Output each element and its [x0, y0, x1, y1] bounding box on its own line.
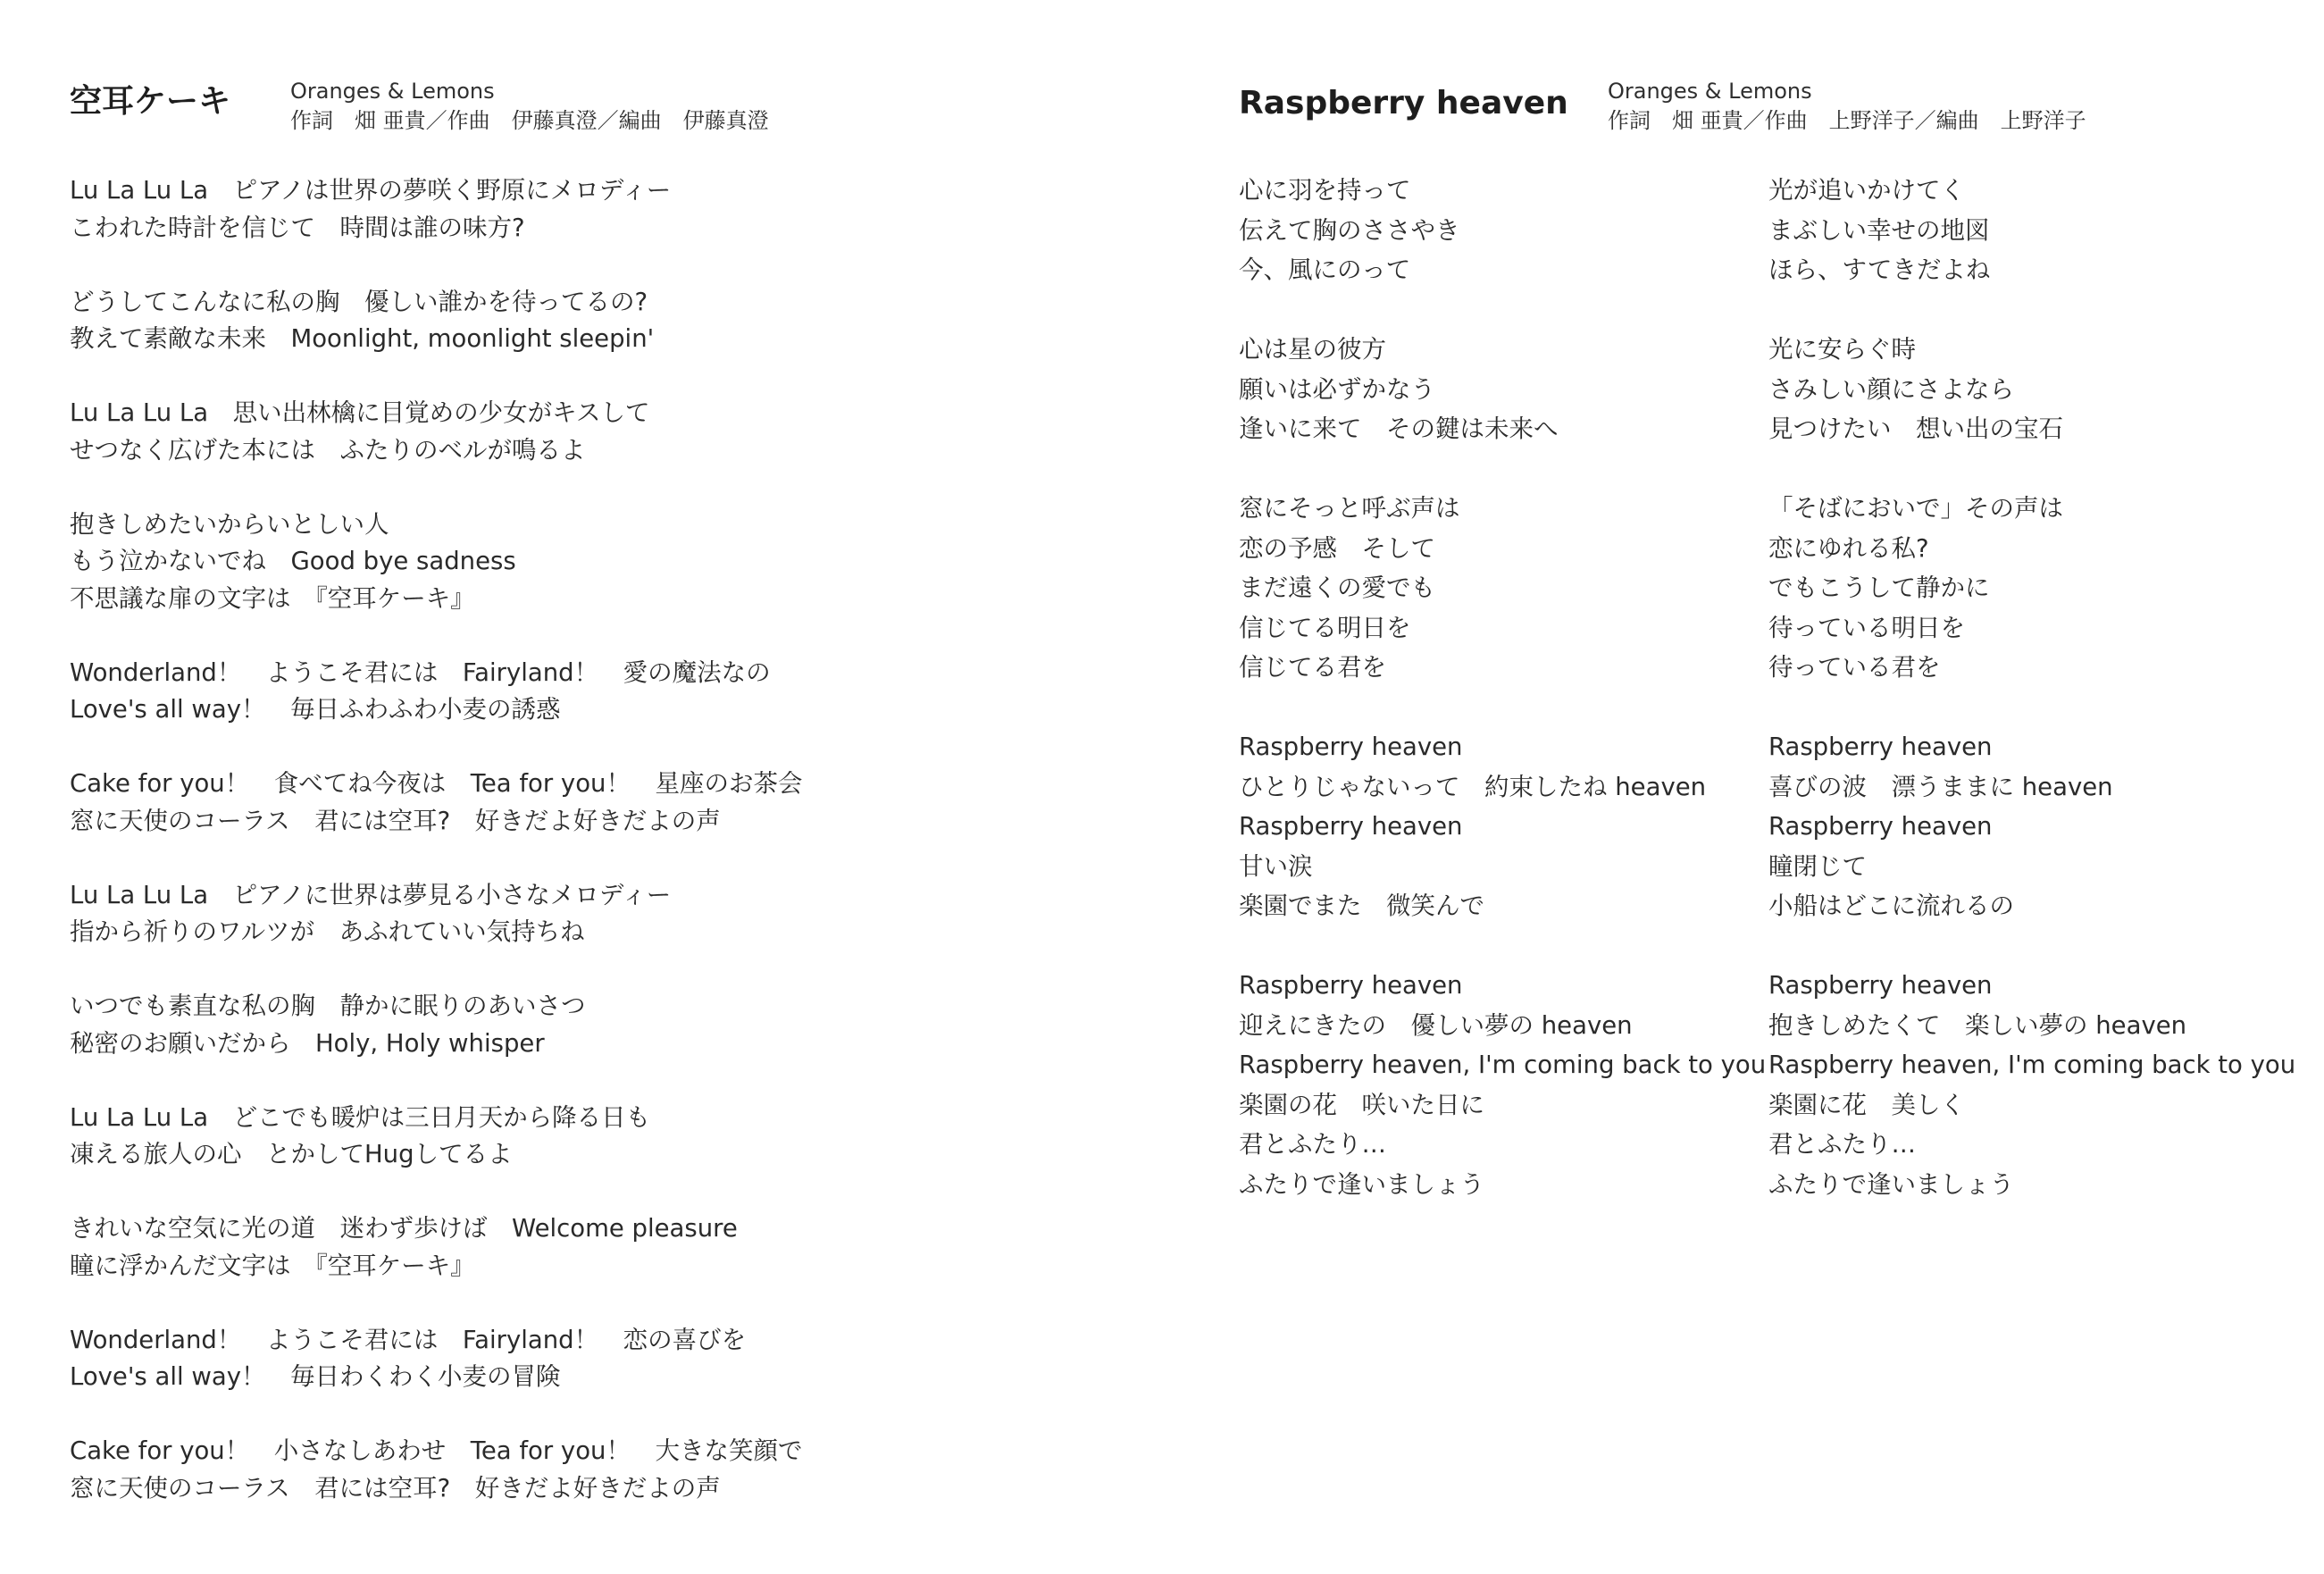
- lyric-line: 喜びの波 漂うままに heaven: [1768, 772, 2113, 801]
- lyric-line: 窓にそっと呼ぶ声は: [1239, 494, 1460, 523]
- stanza: [70, 988, 802, 1062]
- lyric-line: Raspberry heaven: [1768, 733, 1993, 761]
- lyric-line: でもこうして静かに: [1768, 574, 1990, 602]
- lyric-line: 信じてる君を: [1239, 653, 1386, 682]
- stanza: [1239, 171, 1766, 290]
- lyric-line: 「そばにおいで」その声は: [1768, 494, 2063, 523]
- stanza: [1239, 330, 1766, 449]
- stanza: [70, 655, 802, 729]
- lyric-line: 願いは必ずかなう: [1239, 374, 1435, 404]
- lyric-line: こわれた時計を信じて 時間は誰の味方?: [70, 213, 525, 242]
- lyric-line: Wonderland！ ようこそ君には Fairyland！ 愛の魔法なの: [70, 657, 771, 687]
- lyric-line: Raspberry heaven, I'm coming back to you: [1768, 1051, 2296, 1079]
- stanza: [70, 172, 802, 247]
- lyric-line: 瞳に浮かんだ文字は 『空耳ケーキ』: [70, 1251, 475, 1280]
- lyric-line: 小船はどこに流れるの: [1768, 892, 2014, 920]
- lyric-line: どうしてこんなに私の胸 優しい誰かを待ってるの?: [70, 287, 648, 316]
- lyrics-song-1: [70, 172, 802, 1545]
- lyric-line: 指から祈りのワルツが あふれていい気持ちね: [70, 917, 585, 946]
- lyric-line: Lu La Lu La 思い出林檎に目覚めの少女がキスして: [70, 398, 650, 427]
- stanza: [1768, 489, 2295, 688]
- stanza: [70, 1210, 802, 1285]
- song-artist: Oranges & Lemons: [1608, 79, 1812, 104]
- lyric-line: 君とふたり…: [1768, 1130, 1916, 1159]
- lyric-line: きれいな空気に光の道 迷わず歩けば Welcome pleasure: [70, 1214, 738, 1243]
- lyric-line: 伝えて胸のささやき: [1239, 215, 1460, 245]
- lyric-line: 秘密のお願いだから Holy, Holy whisper: [70, 1028, 545, 1058]
- stanza: [70, 284, 802, 358]
- lyric-line: Cake for you！ 小さなしあわせ Tea for you！ 大きな笑顔で: [70, 1436, 803, 1465]
- stanza: [70, 507, 802, 618]
- stanza: [1239, 966, 1766, 1204]
- lyric-line: 信じてる明日を: [1239, 613, 1411, 642]
- lyric-line: Wonderland！ ようこそ君には Fairyland！ 恋の喜びを: [70, 1325, 747, 1354]
- lyric-line: Raspberry heaven: [1768, 971, 1993, 1000]
- stanza: [70, 877, 802, 951]
- lyrics-song-2-column-2: [1768, 171, 2295, 1244]
- lyric-line: 恋の予感 そして: [1239, 533, 1435, 563]
- lyric-line: 瞳閉じて: [1768, 851, 1867, 881]
- lyric-line: 迎えにきたの 優しい夢の heaven: [1239, 1010, 1633, 1040]
- lyric-line: 窓に天使のコーラス 君には空耳? 好きだよ好きだよの声: [70, 806, 721, 835]
- lyric-line: 窓に天使のコーラス 君には空耳? 好きだよ好きだよの声: [70, 1473, 721, 1503]
- stanza: [1239, 727, 1766, 926]
- lyric-line: 楽園の花 咲いた日に: [1239, 1090, 1484, 1119]
- lyric-line: ひとりじゃないって 約束したね heaven: [1239, 772, 1707, 801]
- lyric-line: 見つけたい 想い出の宝石: [1768, 414, 2063, 443]
- lyric-line: 君とふたり…: [1239, 1130, 1386, 1159]
- stanza: [70, 1100, 802, 1174]
- lyric-line: ほら、すてきだよね: [1768, 255, 1991, 284]
- lyric-line: Raspberry heaven: [1768, 812, 1993, 841]
- lyrics-song-2-column-1: [1239, 171, 1766, 1244]
- stanza: [70, 766, 802, 840]
- lyric-line: 不思議な扉の文字は 『空耳ケーキ』: [70, 583, 475, 613]
- lyric-line: Cake for you！ 食べてね今夜は Tea for you！ 星座のお茶会: [70, 769, 803, 798]
- lyric-line: 抱きしめたいからいとしい人: [70, 509, 389, 539]
- lyric-line: 光に安らぐ時: [1768, 335, 1916, 364]
- song-title: Raspberry heaven: [1239, 85, 1568, 121]
- lyric-line: ふたりで逢いましょう: [1768, 1169, 2014, 1199]
- stanza: [1239, 489, 1766, 688]
- stanza: [70, 1433, 802, 1507]
- lyric-line: ふたりで逢いましょう: [1239, 1169, 1484, 1199]
- lyric-line: さみしい顔にさよなら: [1768, 374, 2014, 404]
- lyric-line: まぶしい幸せの地図: [1768, 215, 1990, 245]
- lyric-line: Lu La Lu La ピアノに世界は夢見る小さなメロディー: [70, 880, 672, 909]
- lyric-line: 凍える旅人の心 とかしてHugしてるよ: [70, 1140, 513, 1168]
- lyric-line: 楽園に花 美しく: [1768, 1090, 1965, 1119]
- stanza: [70, 395, 802, 469]
- stanza: [1768, 727, 2295, 926]
- stanza: [1768, 330, 2295, 449]
- stanza: [1768, 966, 2295, 1204]
- lyric-line: 逢いに来て その鍵は未来へ: [1239, 414, 1559, 443]
- song-credits: 作詞 畑 亜貴／作曲 伊藤真澄／編曲 伊藤真澄: [290, 108, 769, 133]
- lyric-line: 甘い涙: [1239, 851, 1313, 881]
- lyric-line: いつでも素直な私の胸 静かに眠りのあいさつ: [70, 992, 586, 1020]
- song-title: 空耳ケーキ: [70, 83, 231, 120]
- lyric-line: 抱きしめたくて 楽しい夢の heaven: [1768, 1010, 2187, 1040]
- lyric-line: 楽園でまた 微笑んで: [1239, 892, 1484, 920]
- lyric-line: Love's all way！ 毎日ふわふわ小麦の誘惑: [70, 695, 561, 724]
- lyric-line: Lu La Lu La どこでも暖炉は三日月天から降る日も: [70, 1102, 651, 1132]
- lyric-line: もう泣かないでね Good bye sadness: [70, 547, 516, 575]
- lyric-line: Raspberry heaven: [1239, 812, 1463, 841]
- lyric-line: 教えて素敵な未来 Moonlight, moonlight sleepin': [70, 324, 655, 353]
- stanza: [70, 1322, 802, 1396]
- lyric-line: Raspberry heaven: [1239, 971, 1463, 1000]
- lyric-line: 今、風にのって: [1239, 255, 1411, 284]
- lyric-line: 待っている君を: [1768, 653, 1941, 682]
- lyric-line: 心に羽を持って: [1239, 176, 1411, 205]
- lyric-line: Lu La Lu La ピアノは世界の夢咲く野原にメロディー: [70, 176, 672, 205]
- lyric-line: せつなく広げた本には ふたりのベルが鳴るよ: [70, 435, 586, 465]
- lyric-line: Raspberry heaven: [1239, 733, 1463, 761]
- song-credits: 作詞 畑 亜貴／作曲 上野洋子／編曲 上野洋子: [1608, 108, 2086, 133]
- stanza: [1768, 171, 2295, 290]
- lyric-line: 光が追いかけてく: [1768, 176, 1965, 205]
- lyric-line: Love's all way！ 毎日わくわく小麦の冒険: [70, 1362, 561, 1391]
- lyric-line: 心は星の彼方: [1239, 335, 1386, 364]
- lyric-line: 恋にゆれる私?: [1768, 533, 1929, 563]
- lyric-line: 待っている明日を: [1768, 613, 1965, 642]
- lyric-line: まだ遠くの愛でも: [1239, 574, 1435, 602]
- lyric-line: Raspberry heaven, I'm coming back to you: [1239, 1051, 1767, 1079]
- song-artist: Oranges & Lemons: [290, 79, 495, 104]
